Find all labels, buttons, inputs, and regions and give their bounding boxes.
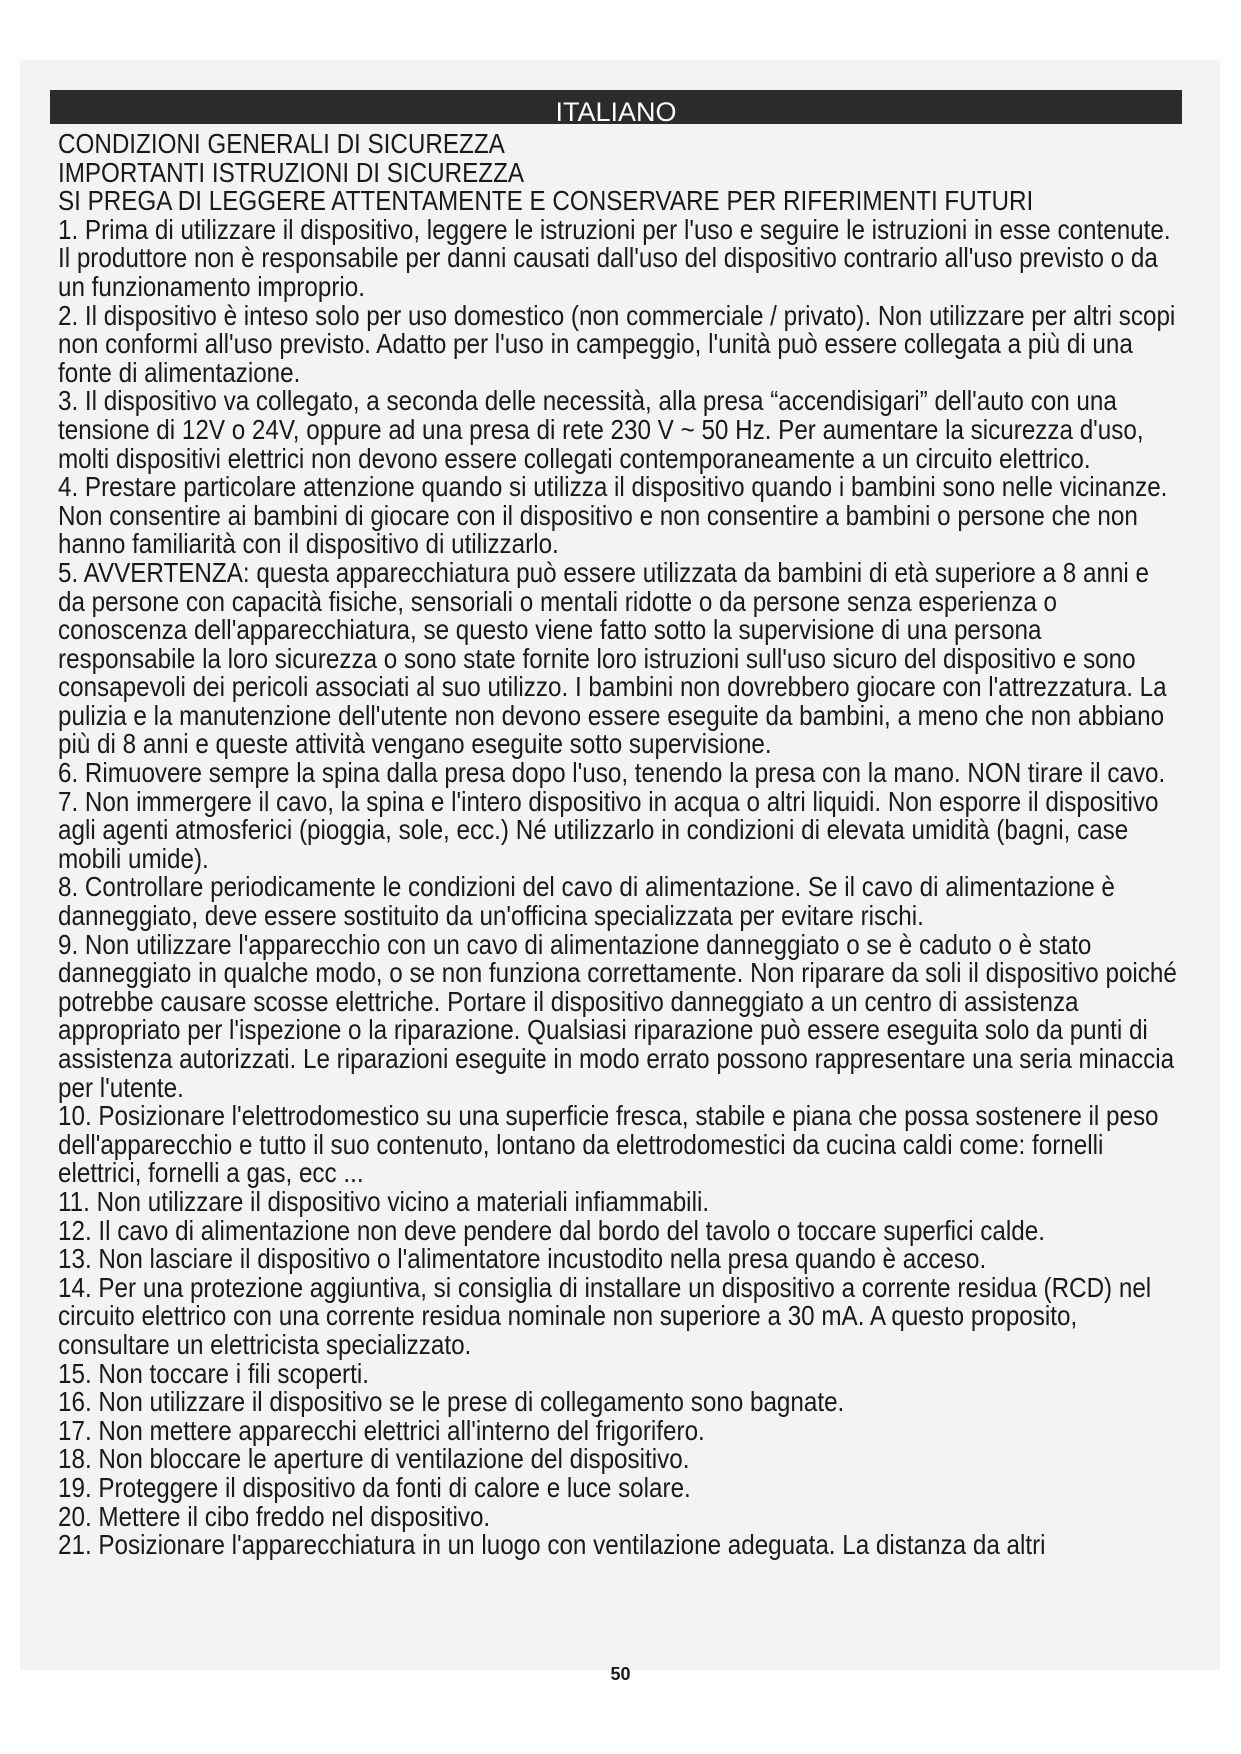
read-carefully-notice: SI PREGA DI LEGGERE ATTENTAMENTE E CONSERVARE PER RIFERIMENTI FUTURI	[58, 185, 1034, 217]
instruction-item: 19. Proteggere il dispositivo da fonti di calore e luce solare.	[58, 1471, 691, 1503]
section-subtitle: IMPORTANTI ISTRUZIONI DI SICUREZZA	[58, 156, 525, 188]
instruction-item: 10. Posizionare l'elettrodomestico su una superficie fresca, stabile e piana che possa sostenere il peso dell'apparecchio e tutto il suo contenuto, lontano da elettrodomestici da cucina caldi come: fornelli elettrici, fornelli a gas, ecc ...	[58, 1100, 1159, 1189]
page-number: 50	[610, 1664, 631, 1684]
instruction-item: 9. Non utilizzare l'apparecchio con un cavo di alimentazione danneggiato o se è caduto o è stato danneggiato in qualche modo, o se non funziona correttamente. Non riparare da soli il dispositivo poiché potrebbe causare scosse elettriche. Portare il dispositivo danneggiato a un centro di assistenza appropriato per l'ispezione o la riparazione. Qualsiasi riparazione può essere eseguita solo da punti di assistenza autorizzati. Le riparazioni eseguite in modo errato possono rappresentare una seria minaccia per l'utente.	[58, 928, 1177, 1103]
instruction-item: 16. Non utilizzare il dispositivo se le prese di collegamento sono bagnate.	[58, 1386, 845, 1418]
instruction-item: 17. Non mettere apparecchi elettrici all'interno del frigorifero.	[58, 1414, 705, 1446]
instruction-item: 20. Mettere il cibo freddo nel dispositivo.	[58, 1500, 491, 1532]
instruction-item: 7. Non immergere il cavo, la spina e l'intero dispositivo in acqua o altri liquidi. Non esporre il dispositivo agli agenti atmosferici (pioggia, sole, ecc.) Né utilizzarlo in condizioni di elevata umidità (bagni, case mobili umide).	[58, 785, 1159, 874]
section-title: CONDIZIONI GENERALI DI SICUREZZA	[58, 128, 505, 159]
instruction-item: 6. Rimuovere sempre la spina dalla presa dopo l'uso, tenendo la presa con la mano. NON tirare il cavo.	[58, 757, 1166, 789]
language-label: ITALIANO	[555, 97, 677, 124]
instruction-item: 21. Posizionare l'apparecchiatura in un luogo con ventilazione adeguata. La distanza da altri	[58, 1529, 1046, 1561]
instruction-item: 8. Controllare periodicamente le condizioni del cavo di alimentazione. Se il cavo di alimentazione è danneggiato, deve essere sostituito da un'officina specializzata per evitare rischi.	[58, 871, 1115, 932]
language-header-bar	[50, 90, 1182, 124]
instruction-item: 13. Non lasciare il dispositivo o l'alimentatore incustodito nella presa quando è acceso.	[58, 1243, 987, 1275]
instruction-item: 5. AVVERTENZA: questa apparecchiatura può essere utilizzata da bambini di età superiore a 8 anni e da persone con capacità fisiche, sensoriali o mentali ridotte o da persone senza esperienza o conoscenza dell'apparecchiatura, se questo viene fatto sotto la supervisione di una persona responsabile la loro sicurezza o sono state fornite loro istruzioni sull'uso sicuro del dispositivo e sono consapevoli dei pericoli associati al suo utilizzo. I bambini non dovrebbero giocare con l'attrezzatura. La pulizia e la manutenzione dell'utente non devono essere eseguite da bambini, a meno che non abbiano più di 8 anni e queste attività vengano eseguite sotto supervisione.	[58, 556, 1167, 760]
instruction-item: 11. Non utilizzare il dispositivo vicino a materiali infiammabili.	[58, 1185, 710, 1217]
instruction-item: 3. Il dispositivo va collegato, a seconda delle necessità, alla presa “accendisigari” dell'auto con una tensione di 12V o 24V, oppure ad una presa di rete 230 V ~ 50 Hz. Per aumentare la sicurezza d'uso, molti dispositivi elettrici non devono essere collegati contemporaneamente a un circuito elettrico.	[58, 385, 1144, 474]
instruction-item: 12. Il cavo di alimentazione non deve pendere dal bordo del tavolo o toccare superfici calde.	[58, 1214, 1045, 1246]
safety-instructions	[58, 130, 1183, 1560]
instruction-item: 2. Il dispositivo è inteso solo per uso domestico (non commerciale / privato). Non utilizzare per altri scopi non conformi all'uso previsto. Adatto per l'uso in campeggio, l'unità può essere collegata a più di una fonte di alimentazione.	[58, 299, 1176, 388]
instruction-item: 15. Non toccare i fili scoperti.	[58, 1357, 369, 1389]
instruction-item: 14. Per una protezione aggiuntiva, si consiglia di installare un dispositivo a corrente residua (RCD) nel circuito elettrico con una corrente residua nominale non superiore a 30 mA. A questo proposito, consultare un elettricista specializzato.	[58, 1271, 1152, 1360]
instruction-item: 18. Non bloccare le aperture di ventilazione del dispositivo.	[58, 1443, 690, 1475]
instruction-item: 1. Prima di utilizzare il dispositivo, leggere le istruzioni per l'uso e seguire le istruzioni in esse contenute. Il produttore non è responsabile per danni causati dall'uso del dispositivo contrario all'uso previsto o da un funzionamento improprio.	[58, 213, 1171, 302]
instruction-item: 4. Prestare particolare attenzione quando si utilizza il dispositivo quando i bambini sono nelle vicinanze. Non consentire ai bambini di giocare con il dispositivo e non consentire a bambini o persone che non hanno familiarità con il dispositivo di utilizzarlo.	[58, 471, 1168, 560]
